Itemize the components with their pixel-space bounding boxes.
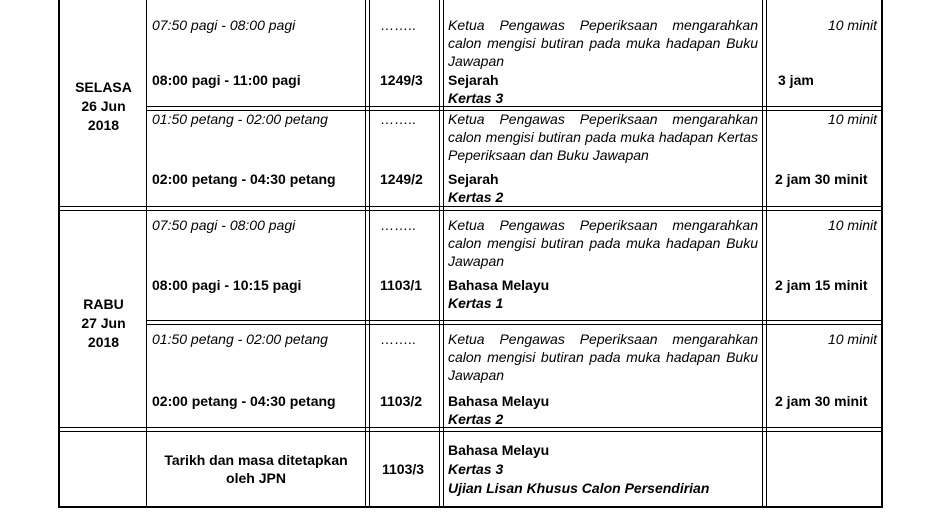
prep-duration: 10 minit — [827, 331, 877, 347]
exam-duration: 2 jam 15 minit — [775, 277, 868, 293]
exam-time: 02:00 petang - 04:30 petang — [152, 171, 336, 187]
prep-description: Ketua Pengawas Peperiksaan mengarahkan calon mengisi butiran pada muka hadapan Kertas Peperiksaan dan Buku Jawapan — [448, 111, 758, 163]
subject: Bahasa Melayu — [448, 442, 550, 458]
paper-name: Kertas 1 — [448, 295, 504, 311]
grid-line — [58, 210, 883, 211]
prep-time: 01:50 petang - 02:00 petang — [152, 331, 328, 347]
day-label-rabu — [60, 295, 147, 352]
day-name: SELASA — [75, 79, 132, 95]
day-name: RABU — [83, 296, 124, 312]
prep-code: …….. — [380, 331, 416, 347]
paper-code: 1103/2 — [380, 393, 423, 409]
jpn-time-line1: Tarikh dan masa ditetapkan — [164, 452, 348, 468]
paper-code: 1249/2 — [380, 171, 423, 187]
prep-code: …….. — [380, 17, 416, 33]
exam-time: 02:00 petang - 04:30 petang — [152, 393, 336, 409]
prep-time: 07:50 pagi - 08:00 pagi — [152, 217, 296, 233]
day-year: 2018 — [87, 334, 120, 350]
paper-name: Kertas 2 — [448, 411, 504, 427]
subject: Sejarah — [448, 72, 499, 88]
paper-code: 1249/3 — [380, 72, 423, 88]
grid-line — [146, 320, 883, 321]
exam-duration: 3 jam — [778, 72, 814, 88]
grid-line — [58, 206, 883, 207]
prep-code: …….. — [380, 217, 416, 233]
day-year: 2018 — [87, 117, 120, 133]
paper-name: Kertas 2 — [448, 189, 504, 205]
day-date: 27 Jun — [81, 315, 126, 331]
paper-code: 1103/3 — [382, 461, 425, 477]
prep-duration: 10 minit — [827, 111, 877, 127]
exam-duration: 2 jam 30 minit — [775, 171, 868, 187]
jpn-time-line2: oleh JPN — [226, 470, 286, 486]
subject: Bahasa Melayu — [448, 393, 550, 409]
day-label-selasa — [60, 78, 147, 135]
prep-duration: 10 minit — [827, 17, 877, 33]
subject: Bahasa Melayu — [448, 277, 550, 293]
prep-time: 07:50 pagi - 08:00 pagi — [152, 17, 296, 33]
paper-note: Ujian Lisan Khusus Calon Persendirian — [448, 480, 710, 496]
day-date: 26 Jun — [81, 98, 126, 114]
prep-code: …….. — [380, 111, 416, 127]
exam-time: 08:00 pagi - 10:15 pagi — [152, 277, 302, 293]
exam-time: 08:00 pagi - 11:00 pagi — [152, 72, 301, 88]
prep-description: Ketua Pengawas Peperiksaan mengarahkan calon mengisi butiran pada muka hadapan Buku Jawapan — [448, 331, 758, 383]
subject: Sejarah — [448, 171, 499, 187]
grid-line — [146, 106, 883, 107]
exam-duration: 2 jam 30 minit — [775, 393, 868, 409]
prep-duration: 10 minit — [827, 217, 877, 233]
paper-name: Kertas 3 — [448, 461, 504, 477]
paper-code: 1103/1 — [380, 277, 423, 293]
grid-line — [146, 324, 883, 325]
paper-name: Kertas 3 — [448, 90, 504, 106]
prep-description: Ketua Pengawas Peperiksaan mengarahkan calon mengisi butiran pada muka hadapan Buku Jawapan — [448, 217, 758, 269]
grid-line — [58, 506, 883, 508]
prep-time: 01:50 petang - 02:00 petang — [152, 111, 328, 127]
prep-description: Ketua Pengawas Peperiksaan mengarahkan calon mengisi butiran pada muka hadapan Buku Jawapan — [448, 17, 758, 69]
grid-line — [58, 431, 883, 432]
